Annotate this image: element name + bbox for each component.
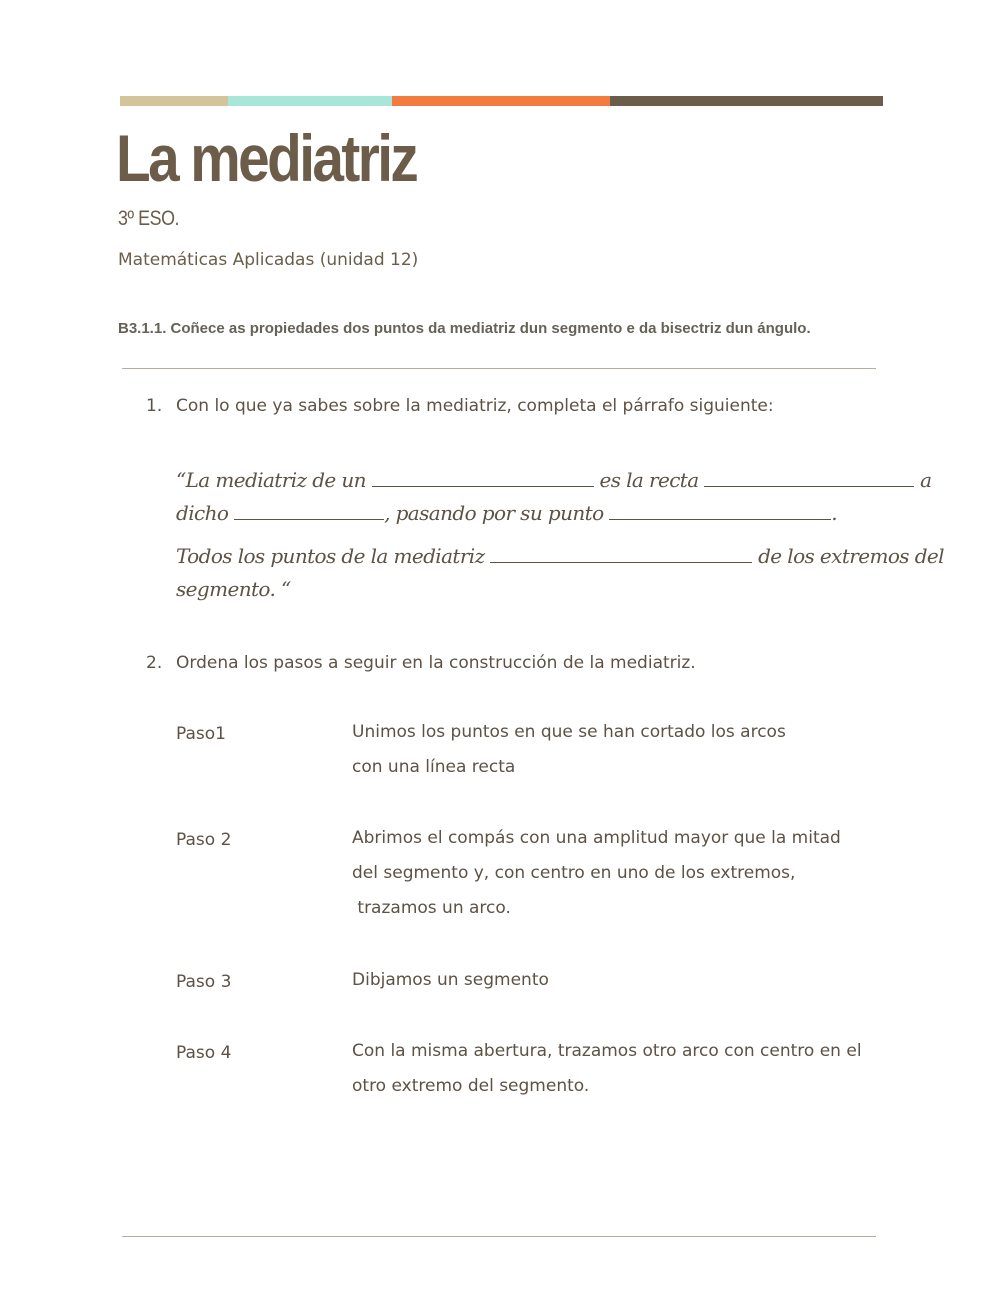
step-line: Con la misma abertura, trazamos otro arco con centro en el bbox=[352, 1041, 862, 1061]
grade-level: 3º ESO. bbox=[118, 207, 180, 230]
question-1-text: Con lo que ya sabes sobre la mediatriz, completa el párrafo siguiente: bbox=[176, 396, 774, 416]
question-2-text: Ordena los pasos a seguir en la construcción de la mediatriz. bbox=[176, 653, 696, 673]
quote-line-2 bbox=[176, 501, 876, 525]
top-divider bbox=[122, 368, 876, 369]
blank-field-5[interactable] bbox=[490, 544, 752, 563]
step-line: Dibjamos un segmento bbox=[352, 970, 549, 990]
step-line: Unimos los puntos en que se han cortado los arcos bbox=[352, 722, 786, 742]
course-name: Matemáticas Aplicadas (unidad 12) bbox=[118, 250, 419, 270]
step-line: con una línea recta bbox=[352, 757, 516, 777]
color-bar-segment-tan bbox=[120, 96, 228, 106]
quote-text: “La mediatriz de un bbox=[176, 468, 372, 492]
blank-field-2[interactable] bbox=[704, 468, 914, 487]
step-label: Paso1 bbox=[176, 724, 226, 744]
blank-field-1[interactable] bbox=[372, 468, 594, 487]
step-line: del segmento y, con centro en uno de los extremos, bbox=[352, 863, 796, 883]
learning-standard: B3.1.1. Coñece as propiedades dos puntos da mediatriz dun segmento e da bisectriz dun ángulo. bbox=[118, 320, 811, 337]
quote-text: , pasando por su punto bbox=[384, 501, 610, 525]
quote-line-1 bbox=[176, 468, 932, 492]
step-description bbox=[352, 1034, 862, 1104]
bottom-divider bbox=[122, 1236, 876, 1237]
step-description bbox=[352, 715, 786, 785]
quote-text: de los extremos del bbox=[752, 544, 944, 568]
color-bar-segment-orange bbox=[392, 96, 610, 106]
quote-text: a bbox=[914, 468, 932, 492]
color-bar-segment-mint bbox=[228, 96, 392, 106]
step-line: Abrimos el compás con una amplitud mayor que la mitad bbox=[352, 828, 841, 848]
step-description bbox=[352, 963, 549, 998]
step-line: trazamos un arco. bbox=[352, 898, 511, 918]
color-bar-segment-brown bbox=[610, 96, 883, 106]
blank-field-4[interactable] bbox=[609, 501, 831, 520]
step-label: Paso 3 bbox=[176, 972, 232, 992]
step-description bbox=[352, 821, 841, 926]
quote-text: dicho bbox=[176, 501, 235, 525]
step-label: Paso 2 bbox=[176, 830, 232, 850]
question-1-number: 1. bbox=[146, 396, 163, 416]
quote-text: . bbox=[831, 501, 838, 525]
quote-text: es la recta bbox=[593, 468, 705, 492]
step-line: otro extremo del segmento. bbox=[352, 1076, 590, 1096]
quote-line-4: segmento. “ bbox=[176, 577, 291, 601]
quote-text: Todos los puntos de la mediatriz bbox=[176, 544, 491, 568]
header-color-bar bbox=[120, 96, 883, 106]
page-title: La mediatriz bbox=[116, 121, 417, 195]
quote-line-3 bbox=[176, 544, 944, 568]
question-2-number: 2. bbox=[146, 653, 163, 673]
blank-field-3[interactable] bbox=[234, 501, 384, 520]
step-label: Paso 4 bbox=[176, 1043, 232, 1063]
